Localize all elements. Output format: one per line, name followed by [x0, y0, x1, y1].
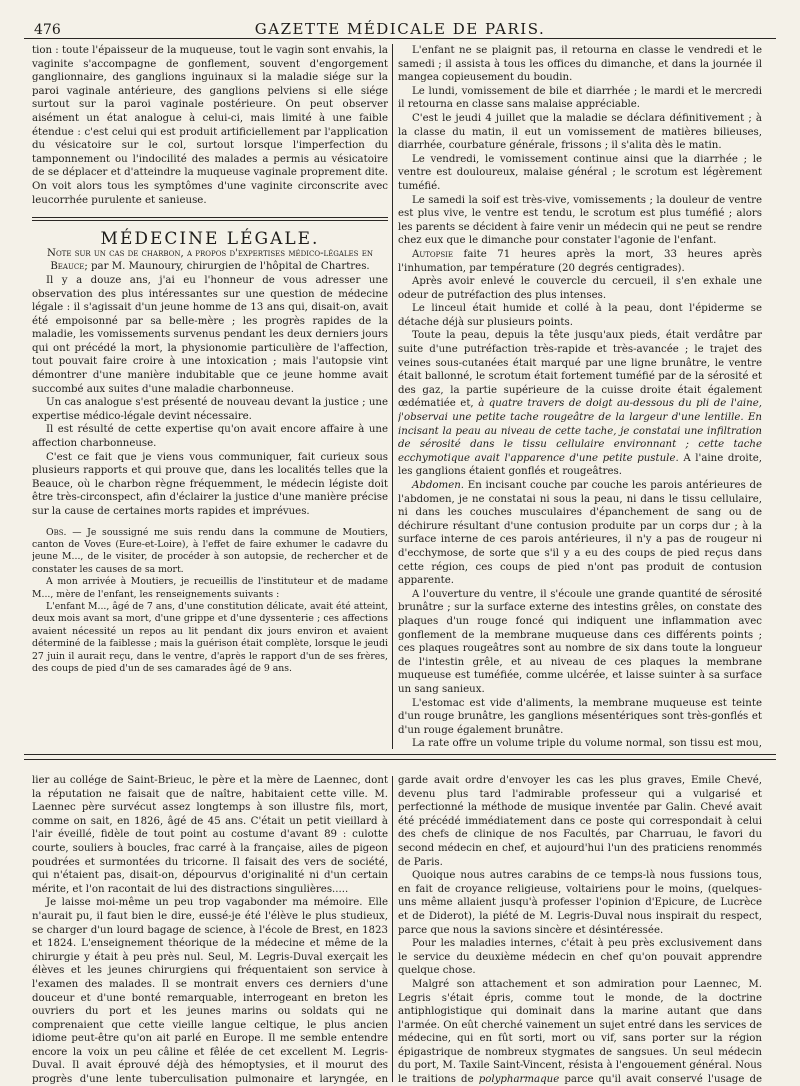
- obs-label: Obs.: [46, 526, 67, 538]
- spacer: [32, 519, 388, 527]
- article-title-text: Note sur un cas de charbon, a propos d'expertises médico-légales en Beauce: [47, 247, 373, 273]
- paragraph: Le linceul était humide et collé à la peau, dont l'épiderme se détache déjà sur plusieurs points.: [398, 303, 762, 328]
- page-number: 476: [34, 22, 61, 38]
- paragraph: C'est ce fait que je viens vous communiquer, fait curieux sous plusieurs rapports et qui prouve que, dans les localités telles que la Beauce, où le charbon règne fréquemment, le médecin légiste doit être très-circonspect, afin d'éclairer la justice d'une manière précise sur la cause de certaines morts rapides et imprévues.: [32, 451, 388, 517]
- observation-paragraph: [32, 527, 388, 577]
- italic-run: à quatre travers de doigt au-dessous du pli de l'aine, j'observai une petite tache rougeâtre de la largeur d'une lentille. En incisant la peau au niveau de cette tache, je constatai une infiltration de sérosité dans le tissu cellulaire environnant ; cette tache ecchymotique avait l'apparence d'une petite pustule: [398, 398, 762, 464]
- text-run: Toute la peau, depuis la tête jusqu'aux pieds, était verdâtre par suite d'une putréfaction très-rapide et très-avancée ; le trajet des veines sous-cutanées était marqué par une ligne brunâtre, le ventre était ballonné, le scrotum était fortement tuméfié par de la sérosité et des gaz, la partie supérieure de la cuisse droite était également œdématiée et,: [398, 330, 762, 410]
- paragraph: lier au collége de Saint-Brieuc, le père et la mère de Laennec, dont la réputation ne faisait que de naître, habitaient cette ville. M. Laennec père survécut assez longtemps à son illustre fils, mort, comme on sait, en 1826, âgé de 45 ans. C'était un petit vieillard à l'air éveillé, fidèle de tout point au costume d'avant 89 : culotte courte, souliers à boucles, frac carré à la française, ailes de pigeon poudrées et surmontées du tricorne. Il faisait des vers de société, qui n'étaient pas, disait-on, dépourvus d'originalité ni d'un certain mérite, et l'on racontait de lui des distractions singulières.....: [32, 775, 388, 895]
- section-divider: [32, 217, 388, 221]
- header-rule: [24, 38, 776, 39]
- observation-paragraph: L'enfant M..., âgé de 7 ans, d'une constitution délicate, avait été atteint, deux mois avant sa mort, d'une grippe et d'une dyssenterie ; ces affections avaient nécessité un repos au lit pendant dix jours environ et avaient déterminé de la faiblesse ; mais la guérison était complète, lorsque le jeudi 27 juin il aurait reçu, dans le ventre, d'après le rapport d'un de ses frères, des coups de pied d'un de ses camarades âgé de 9 ans.: [32, 601, 388, 675]
- column-top-left: [32, 44, 388, 744]
- section-title: MÉDECINE LÉGALE.: [100, 229, 320, 250]
- paragraph: [398, 479, 762, 588]
- text-run: Malgré son attachement et son admiration pour Laennec, M. Legris s'était épris, comme tout le monde, de la doctrine antiphlogistique qui dominait dans la marine autant que dans l'armée. On eût cherché vainement un sujet entré dans les services de médecine, qui en fût sorti, mort ou vif, sans porter sur la région épigastrique de nombreux stygmates de sangsues. Un seul médecin du port, M. Taxile Saint-Vincent, résista à l'engouement général. Nous le traitions de: [398, 978, 762, 1084]
- article-title: [32, 247, 388, 274]
- paragraph: [398, 978, 762, 1084]
- journal-title: GAZETTE MÉDICALE DE PARIS.: [254, 20, 546, 38]
- paragraph: La rate offre un volume triple du volume normal, son tissu est mou,: [412, 738, 762, 750]
- paragraph: garde avait ordre d'envoyer les cas les plus graves, Emile Chevé, devenu plus tard l'admirable professeur qui a vulgarisé et perfectionné la méthode de musique inventée par Galin. Chevé avait été précédé immédiatement dans ce poste qui correspondait à celui des chefs de clinique de nos Facultés, par Charruau, le favori du second médecin en chef, et aujourd'hui l'un des praticiens renommés de Paris.: [398, 775, 762, 868]
- paragraph: Le lundi, vomissement de bile et diarrhée ; le mardi et le mercredi il retourna en classe sans malaise appréciable.: [398, 85, 762, 111]
- paragraph: Un cas analogue s'est présenté de nouveau devant la justice ; une expertise médico-légale devint nécessaire.: [32, 397, 388, 422]
- paragraph: Le samedi la soif est très-vive, vomissements ; la douleur de ventre est plus vive, le ventre est tendu, le scrotum est plus tuméfié ; alors les parents se décident à faire venir un médecin qui ne peut se rendre chez eux que le dimanche pour constater l'agonie de l'enfant.: [398, 194, 762, 247]
- paragraph: Je laisse moi-même un peu trop vagabonder ma mémoire. Elle n'aurait pu, il faut bien le dire, eussé-je été l'élève le plus studieux, se charger d'un lourd bagage de science, à l'école de Brest, en 1823 et 1824. L'enseignement théorique de la médecine et même de la chirurgie y était à peu près nul. Seul, M. Legris-Duval exerçait les élèves et les jeunes chirurgiens qui fréquentaient son service à l'examen des malades. Il se montrait envers ces derniers d'une douceur et d'une bonté remarquable, interrogeant en breton les ouvriers du port et les jeunes marins ou soldats qui ne comprenaient que cette vieille langue celtique, le plus ancien idiome peut-être qu'on ait parlé en Europe. Il me semble entendre encore la voix un peu câline et fêlée de cet excellent M. Legris-Duval. Il avait éprouvé déjà des hémoptysies, et il mourut des progrès d'une lente tuberculisation pulmonaire et laryngée, en: [32, 897, 388, 1084]
- paragraph: Pour les maladies internes, c'était à peu près exclusivement dans le service du deuxième médecin en chef qu'on pouvait apprendre quelque chose.: [398, 938, 762, 977]
- column-top-right: [398, 44, 762, 750]
- paragraph: [398, 248, 762, 275]
- paragraph: [398, 329, 762, 479]
- paragraph: Le vendredi, le vomissement continue ainsi que la diarrhée ; le ventre est douloureux, malaise général ; le scrotum est légèrement tuméfié.: [398, 153, 762, 192]
- page-section-divider: [24, 754, 776, 760]
- paragraph: L'estomac est vide d'aliments, la membrane muqueuse est teinte d'un rouge brunâtre, les ganglions mésentériques sont très-gonflés et d'un rouge également brunâtre.: [398, 697, 762, 736]
- observation-paragraph: A mon arrivée à Moutiers, je recueillis de l'instituteur et de madame M..., mère de l'enfant, les renseignements suivants :: [32, 576, 388, 600]
- paragraph: A l'ouverture du ventre, il s'écoule une grande quantité de sérosité brunâtre ; sur la surface externe des intestins grêles, on constate des plaques d'un rouge foncé qui indiquent une inflammation avec gonflement de la membrane muqueuse dans ces différents points ; ces plaques rougeâtres sont au nombre de six dans toute la longueur de l'intestin grêle, et au niveau de ces plaques la membrane muqueuse est tuméfiée, comme ulcérée, et laisse suinter à sa surface un sang sanieux.: [398, 588, 762, 695]
- text-run: . A l'aine droite, les ganglions étaient gonflés et rougeâtres.: [398, 452, 762, 478]
- autopsie-text: faite 71 heures après la mort, 33 heures après l'inhumation, par température (20 degrés centigrades).: [398, 248, 762, 274]
- autopsie-label: Autopsie: [412, 248, 454, 260]
- obs-text: — Je soussigné me suis rendu dans la commune de Moutiers, canton de Voves (Eure-et-Loire), à l'effet de faire exhumer le cadavre du jeune M..., de le visiter, de procéder à son autopsie, de rechercher et de constater les causes de sa mort.: [32, 526, 388, 575]
- running-head: [24, 10, 776, 36]
- observation-block: [32, 527, 388, 676]
- text-run: parce qu'il avait conservé l'usage de: [564, 1074, 762, 1084]
- column-bottom-left: [32, 774, 388, 1084]
- paragraph: Il y a douze ans, j'ai eu l'honneur de vous adresser une observation des plus intéressantes sur une question de médecine légale : il s'agissait d'un jeune homme de 13 ans qui, disait-on, avait été empoisonné par sa belle-mère ; les progrès rapides de la maladie, les vomissements survenus pendant les deux derniers jours qui ont précédé la mort, la physionomie particulière de l'affection, tout pouvait faire croire à une intoxication ; mais l'autopsie vint démontrer d'une manière indubitable que ce jeune homme avait succombé aux suites d'une maladie charbonneuse.: [32, 274, 388, 395]
- paragraph: Après avoir enlevé le couvercle du cercueil, il s'en exhale une odeur de putréfaction des plus intenses.: [398, 276, 762, 301]
- article-author: ; par M. Maunoury, chirurgien de l'hôpital de Chartres.: [84, 261, 370, 273]
- paragraph: tion : toute l'épaisseur de la muqueuse, tout le vagin sont envahis, la vaginite s'accompagne de gonflement, souvent d'engorgement ganglionnaire, des ganglions inguinaux si la maladie siége sur la paroi vaginale antérieure, des ganglions pelviens si elle siége surtout sur la paroi vaginale postérieure. On peut observer aisément un état analogue à celui-ci, mais limité à une faible étendue : c'est celui qui est produit artificiellement par l'application du vésicatoire sur le col, surtout lorsque l'imperfection du tamponnement ou l'indocilité des malades a permis au vésicatoire de se déplacer et d'atteindre la muqueuse vaginale proprement dite. On voit alors tous les symptômes d'une vaginite circonscrite avec leucorrhée purulente et sanieuse.: [32, 45, 388, 206]
- abdomen-text: En incisant couche par couche les parois antérieures de l'abdomen, je ne constatai ni sous la peau, ni dans le tissu cellulaire, ni dans les couches musculaires d'épanchement de sang ou de déchirure résultant d'une contusion produite par un corps dur ; à la surface interne de ces parois antérieures, il n'y a pas de rougeur ni d'ecchymose, de sorte que s'il y a eu des coups de pied reçus dans cette région, ces coups de pied n'ont pas produit de contusion apparente.: [398, 480, 762, 587]
- paragraph: Quoique nous autres carabins de ce temps-là nous fussions tous, en fait de croyance religieuse, voltairiens pour le moins, (quelques-uns même allaient jusqu'à professer l'opinion d'Epicure, de Lucrèce et de Diderot), la piété de M. Legris-Duval nous inspirait du respect, parce que nous la savions sincère et désintéressée.: [398, 870, 762, 936]
- paragraph: L'enfant ne se plaignit pas, il retourna en classe le vendredi et le samedi ; il assista à tous les offices du dimanche, et dans la journée il mangea copieusement du boudin.: [398, 45, 762, 84]
- paragraph: Il est résulté de cette expertise qu'on avait encore affaire à une affection charbonneuse.: [32, 424, 388, 450]
- paragraph: C'est le jeudi 4 juillet que la maladie se déclara définitivement ; à la classe du matin, il eut un vomissement de matières bilieuses, diarrhée, courbature générale, frissons ; il s'alita dès le matin.: [398, 112, 762, 152]
- abdomen-label: Abdomen.: [412, 480, 465, 491]
- italic-run: polypharmaque: [478, 1074, 560, 1084]
- column-divider: [392, 776, 393, 1082]
- column-bottom-right: [398, 774, 762, 1084]
- column-divider: [392, 44, 393, 749]
